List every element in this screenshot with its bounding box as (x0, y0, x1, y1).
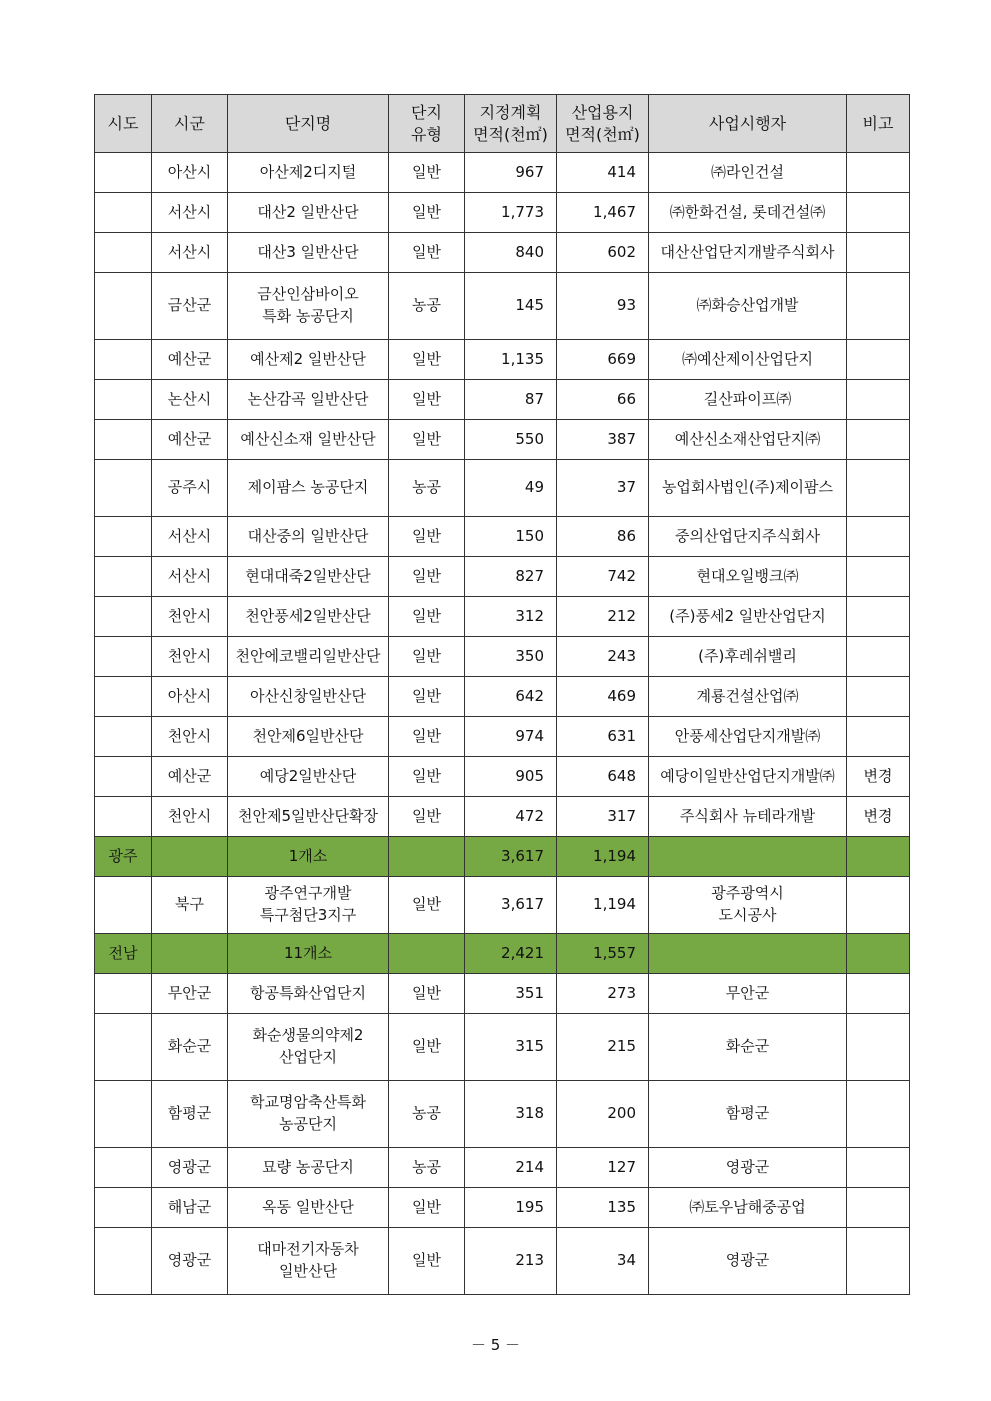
cell-operator: 화순군 (649, 1014, 847, 1081)
cell-industrial-area: 93 (557, 273, 649, 340)
group-sigun-empty (152, 837, 228, 877)
cell-sigun: 함평군 (152, 1081, 228, 1148)
cell-sido (95, 153, 152, 193)
cell-industrial-area: 387 (557, 420, 649, 460)
group-count: 11개소 (228, 934, 389, 974)
group-note-empty (847, 934, 910, 974)
cell-note: 변경 (847, 757, 910, 797)
cell-complex-name: 천안제6일반산단 (228, 717, 389, 757)
cell-complex-name: 항공특화산업단지 (228, 974, 389, 1014)
cell-sigun: 아산시 (152, 153, 228, 193)
table-row (95, 517, 910, 557)
cell-industrial-area: 200 (557, 1081, 649, 1148)
cell-complex-type: 일반 (389, 380, 465, 420)
cell-complex-type: 농공 (389, 460, 465, 517)
cell-sido (95, 677, 152, 717)
header-complex-name: 단지명 (228, 95, 389, 153)
cell-complex-type: 일반 (389, 597, 465, 637)
cell-sigun: 금산군 (152, 273, 228, 340)
cell-plan-area: 1,135 (465, 340, 557, 380)
cell-industrial-area: 648 (557, 757, 649, 797)
cell-operator: ㈜라인건설 (649, 153, 847, 193)
cell-industrial-area: 34 (557, 1228, 649, 1295)
cell-industrial-area: 317 (557, 797, 649, 837)
cell-complex-name: 예산신소재 일반산단 (228, 420, 389, 460)
cell-complex-type: 일반 (389, 1014, 465, 1081)
cell-operator: 영광군 (649, 1228, 847, 1295)
cell-note: 변경 (847, 797, 910, 837)
cell-plan-area: 840 (465, 233, 557, 273)
cell-operator: ㈜예산제이산업단지 (649, 340, 847, 380)
cell-complex-name: 화순생물의약제2 산업단지 (228, 1014, 389, 1081)
cell-plan-area: 145 (465, 273, 557, 340)
cell-sido (95, 877, 152, 934)
cell-note (847, 460, 910, 517)
cell-sigun: 영광군 (152, 1228, 228, 1295)
cell-sido (95, 420, 152, 460)
cell-complex-type: 일반 (389, 153, 465, 193)
header-plan-area: 지정계획 면적(천㎡) (465, 95, 557, 153)
group-count: 1개소 (228, 837, 389, 877)
table-row (95, 193, 910, 233)
cell-operator: 함평군 (649, 1081, 847, 1148)
cell-sigun: 북구 (152, 877, 228, 934)
table-row (95, 1188, 910, 1228)
cell-complex-name: 옥동 일반산단 (228, 1188, 389, 1228)
cell-complex-type: 일반 (389, 677, 465, 717)
cell-sido (95, 460, 152, 517)
cell-industrial-area: 669 (557, 340, 649, 380)
table-row (95, 273, 910, 340)
cell-sigun: 공주시 (152, 460, 228, 517)
header-sido: 시도 (95, 95, 152, 153)
cell-industrial-area: 602 (557, 233, 649, 273)
cell-note (847, 717, 910, 757)
cell-note (847, 1014, 910, 1081)
cell-sigun: 예산군 (152, 757, 228, 797)
cell-industrial-area: 1,194 (557, 877, 649, 934)
cell-plan-area: 3,617 (465, 877, 557, 934)
group-sigun-empty (152, 934, 228, 974)
cell-sido (95, 517, 152, 557)
header-operator: 사업시행자 (649, 95, 847, 153)
cell-complex-type: 일반 (389, 1228, 465, 1295)
table-row (95, 460, 910, 517)
cell-complex-type: 일반 (389, 517, 465, 557)
cell-plan-area: 350 (465, 637, 557, 677)
group-row-jeonnam (95, 934, 910, 974)
cell-industrial-area: 631 (557, 717, 649, 757)
cell-sido (95, 1081, 152, 1148)
cell-complex-type: 일반 (389, 757, 465, 797)
cell-complex-name: 대산3 일반산단 (228, 233, 389, 273)
cell-operator: (주)풍세2 일반산업단지 (649, 597, 847, 637)
cell-complex-name: 대마전기자동차 일반산단 (228, 1228, 389, 1295)
cell-sigun: 해남군 (152, 1188, 228, 1228)
cell-operator: 주식회사 뉴테라개발 (649, 797, 847, 837)
cell-sido (95, 1148, 152, 1188)
cell-plan-area: 905 (465, 757, 557, 797)
cell-plan-area: 827 (465, 557, 557, 597)
cell-complex-type: 일반 (389, 193, 465, 233)
group-row-gwangju (95, 837, 910, 877)
cell-sigun: 예산군 (152, 340, 228, 380)
cell-complex-type: 일반 (389, 797, 465, 837)
cell-complex-type: 농공 (389, 1148, 465, 1188)
cell-industrial-area: 469 (557, 677, 649, 717)
cell-complex-type: 일반 (389, 340, 465, 380)
cell-note (847, 380, 910, 420)
cell-complex-name: 예산제2 일반산단 (228, 340, 389, 380)
cell-complex-type: 농공 (389, 273, 465, 340)
cell-sido (95, 797, 152, 837)
cell-plan-area: 472 (465, 797, 557, 837)
table-row (95, 877, 910, 934)
cell-sido (95, 557, 152, 597)
table-row (95, 974, 910, 1014)
table-row (95, 340, 910, 380)
group-plan-area: 3,617 (465, 837, 557, 877)
cell-sido (95, 380, 152, 420)
cell-note (847, 597, 910, 637)
cell-plan-area: 967 (465, 153, 557, 193)
cell-sigun: 무안군 (152, 974, 228, 1014)
cell-complex-name: 학교명암축산특화 농공단지 (228, 1081, 389, 1148)
cell-industrial-area: 742 (557, 557, 649, 597)
cell-complex-name: 대산2 일반산단 (228, 193, 389, 233)
cell-sido (95, 1014, 152, 1081)
cell-operator: (주)후레쉬밸리 (649, 637, 847, 677)
table-row (95, 1014, 910, 1081)
table-row (95, 597, 910, 637)
cell-sigun: 서산시 (152, 233, 228, 273)
cell-operator: 예산신소재산업단지㈜ (649, 420, 847, 460)
page-number: － 5 － (470, 1336, 521, 1354)
cell-sigun: 천안시 (152, 597, 228, 637)
cell-operator: ㈜토우남해중공업 (649, 1188, 847, 1228)
cell-sigun: 화순군 (152, 1014, 228, 1081)
cell-operator: 중의산업단지주식회사 (649, 517, 847, 557)
cell-sigun: 영광군 (152, 1148, 228, 1188)
cell-complex-type: 일반 (389, 974, 465, 1014)
cell-plan-area: 214 (465, 1148, 557, 1188)
cell-complex-name: 논산감곡 일반산단 (228, 380, 389, 420)
cell-sigun: 논산시 (152, 380, 228, 420)
cell-complex-type: 일반 (389, 420, 465, 460)
cell-industrial-area: 86 (557, 517, 649, 557)
cell-sido (95, 340, 152, 380)
cell-note (847, 1148, 910, 1188)
cell-complex-name: 아산제2디지털 (228, 153, 389, 193)
cell-industrial-area: 1,467 (557, 193, 649, 233)
cell-complex-name: 예당2일반산단 (228, 757, 389, 797)
header-industrial-area: 산업용지 면적(천㎡) (557, 95, 649, 153)
cell-operator: 무안군 (649, 974, 847, 1014)
cell-sido (95, 637, 152, 677)
jeonnam-group (95, 934, 910, 974)
table-row (95, 420, 910, 460)
cell-complex-name: 아산신창일반산단 (228, 677, 389, 717)
cell-complex-name: 천안제5일반산단확장 (228, 797, 389, 837)
group-type-empty (389, 934, 465, 974)
group-plan-area: 2,421 (465, 934, 557, 974)
cell-operator: 현대오일뱅크㈜ (649, 557, 847, 597)
cell-note (847, 153, 910, 193)
cell-plan-area: 351 (465, 974, 557, 1014)
cell-complex-type: 일반 (389, 1188, 465, 1228)
table-row (95, 797, 910, 837)
cell-complex-type: 일반 (389, 637, 465, 677)
cell-complex-name: 제이팜스 농공단지 (228, 460, 389, 517)
cell-complex-type: 일반 (389, 557, 465, 597)
table-row (95, 1148, 910, 1188)
cell-plan-area: 312 (465, 597, 557, 637)
cell-sido (95, 974, 152, 1014)
table-row (95, 757, 910, 797)
cell-sido (95, 717, 152, 757)
cell-industrial-area: 273 (557, 974, 649, 1014)
group-industrial-area: 1,557 (557, 934, 649, 974)
cell-operator: 예당이일반산업단지개발㈜ (649, 757, 847, 797)
cell-sigun: 천안시 (152, 637, 228, 677)
table-row (95, 1081, 910, 1148)
cell-complex-name: 천안에코밸리일반산단 (228, 637, 389, 677)
table-row (95, 233, 910, 273)
cell-plan-area: 213 (465, 1228, 557, 1295)
cell-industrial-area: 215 (557, 1014, 649, 1081)
group-sido: 전남 (95, 934, 152, 974)
cell-complex-type: 농공 (389, 1081, 465, 1148)
header-complex-type: 단지 유형 (389, 95, 465, 153)
table-row (95, 717, 910, 757)
cell-operator: 광주광역시 도시공사 (649, 877, 847, 934)
cell-operator: ㈜한화건설, 롯데건설㈜ (649, 193, 847, 233)
cell-complex-name: 현대대죽2일반산단 (228, 557, 389, 597)
cell-sido (95, 757, 152, 797)
cell-sigun: 서산시 (152, 557, 228, 597)
cell-plan-area: 315 (465, 1014, 557, 1081)
table-row (95, 380, 910, 420)
cell-operator: 길산파이프㈜ (649, 380, 847, 420)
cell-sido (95, 273, 152, 340)
cell-note (847, 974, 910, 1014)
cell-sigun: 아산시 (152, 677, 228, 717)
table-header-row (95, 95, 910, 153)
cell-note (847, 233, 910, 273)
cell-industrial-area: 212 (557, 597, 649, 637)
cell-sido (95, 233, 152, 273)
cell-note (847, 517, 910, 557)
cell-plan-area: 150 (465, 517, 557, 557)
cell-plan-area: 318 (465, 1081, 557, 1148)
cell-complex-name: 광주연구개발 특구첨단3지구 (228, 877, 389, 934)
cell-complex-name: 천안풍세2일반산단 (228, 597, 389, 637)
cell-note (847, 340, 910, 380)
table-row (95, 557, 910, 597)
cell-note (847, 1228, 910, 1295)
cell-note (847, 193, 910, 233)
cell-note (847, 1188, 910, 1228)
cell-plan-area: 550 (465, 420, 557, 460)
group-operator-empty (649, 837, 847, 877)
gwangju-group (95, 837, 910, 877)
cell-note (847, 273, 910, 340)
cell-complex-name: 금산인삼바이오 특화 농공단지 (228, 273, 389, 340)
cell-operator: 계룡건설산업㈜ (649, 677, 847, 717)
table-row (95, 637, 910, 677)
cell-sigun: 서산시 (152, 517, 228, 557)
cell-industrial-area: 37 (557, 460, 649, 517)
cell-sido (95, 597, 152, 637)
group-operator-empty (649, 934, 847, 974)
table-row (95, 1228, 910, 1295)
chungnam-rows (95, 153, 910, 837)
cell-industrial-area: 127 (557, 1148, 649, 1188)
cell-sigun: 서산시 (152, 193, 228, 233)
table-row (95, 153, 910, 193)
group-sido: 광주 (95, 837, 152, 877)
cell-note (847, 877, 910, 934)
header-note: 비고 (847, 95, 910, 153)
cell-operator: 안풍세산업단지개발㈜ (649, 717, 847, 757)
cell-operator: 영광군 (649, 1148, 847, 1188)
cell-complex-type: 일반 (389, 233, 465, 273)
cell-complex-name: 대산중의 일반산단 (228, 517, 389, 557)
industrial-complex-table (94, 94, 910, 1295)
cell-sido (95, 1228, 152, 1295)
cell-plan-area: 49 (465, 460, 557, 517)
cell-sigun: 천안시 (152, 717, 228, 757)
cell-plan-area: 195 (465, 1188, 557, 1228)
cell-note (847, 677, 910, 717)
cell-industrial-area: 135 (557, 1188, 649, 1228)
cell-complex-name: 묘량 농공단지 (228, 1148, 389, 1188)
group-industrial-area: 1,194 (557, 837, 649, 877)
group-type-empty (389, 837, 465, 877)
cell-plan-area: 642 (465, 677, 557, 717)
cell-operator: ㈜화승산업개발 (649, 273, 847, 340)
header-sigun: 시군 (152, 95, 228, 153)
cell-sido (95, 193, 152, 233)
cell-complex-type: 일반 (389, 877, 465, 934)
cell-industrial-area: 243 (557, 637, 649, 677)
jeonnam-rows (95, 974, 910, 1295)
cell-industrial-area: 66 (557, 380, 649, 420)
group-note-empty (847, 837, 910, 877)
cell-sido (95, 1188, 152, 1228)
cell-sigun: 천안시 (152, 797, 228, 837)
cell-plan-area: 87 (465, 380, 557, 420)
cell-sigun: 예산군 (152, 420, 228, 460)
cell-note (847, 420, 910, 460)
gwangju-rows (95, 877, 910, 934)
cell-plan-area: 1,773 (465, 193, 557, 233)
table-row (95, 677, 910, 717)
cell-note (847, 1081, 910, 1148)
cell-note (847, 637, 910, 677)
cell-complex-type: 일반 (389, 717, 465, 757)
cell-operator: 대산산업단지개발주식회사 (649, 233, 847, 273)
cell-plan-area: 974 (465, 717, 557, 757)
cell-note (847, 557, 910, 597)
cell-industrial-area: 414 (557, 153, 649, 193)
cell-operator: 농업회사법인(주)제이팜스 (649, 460, 847, 517)
